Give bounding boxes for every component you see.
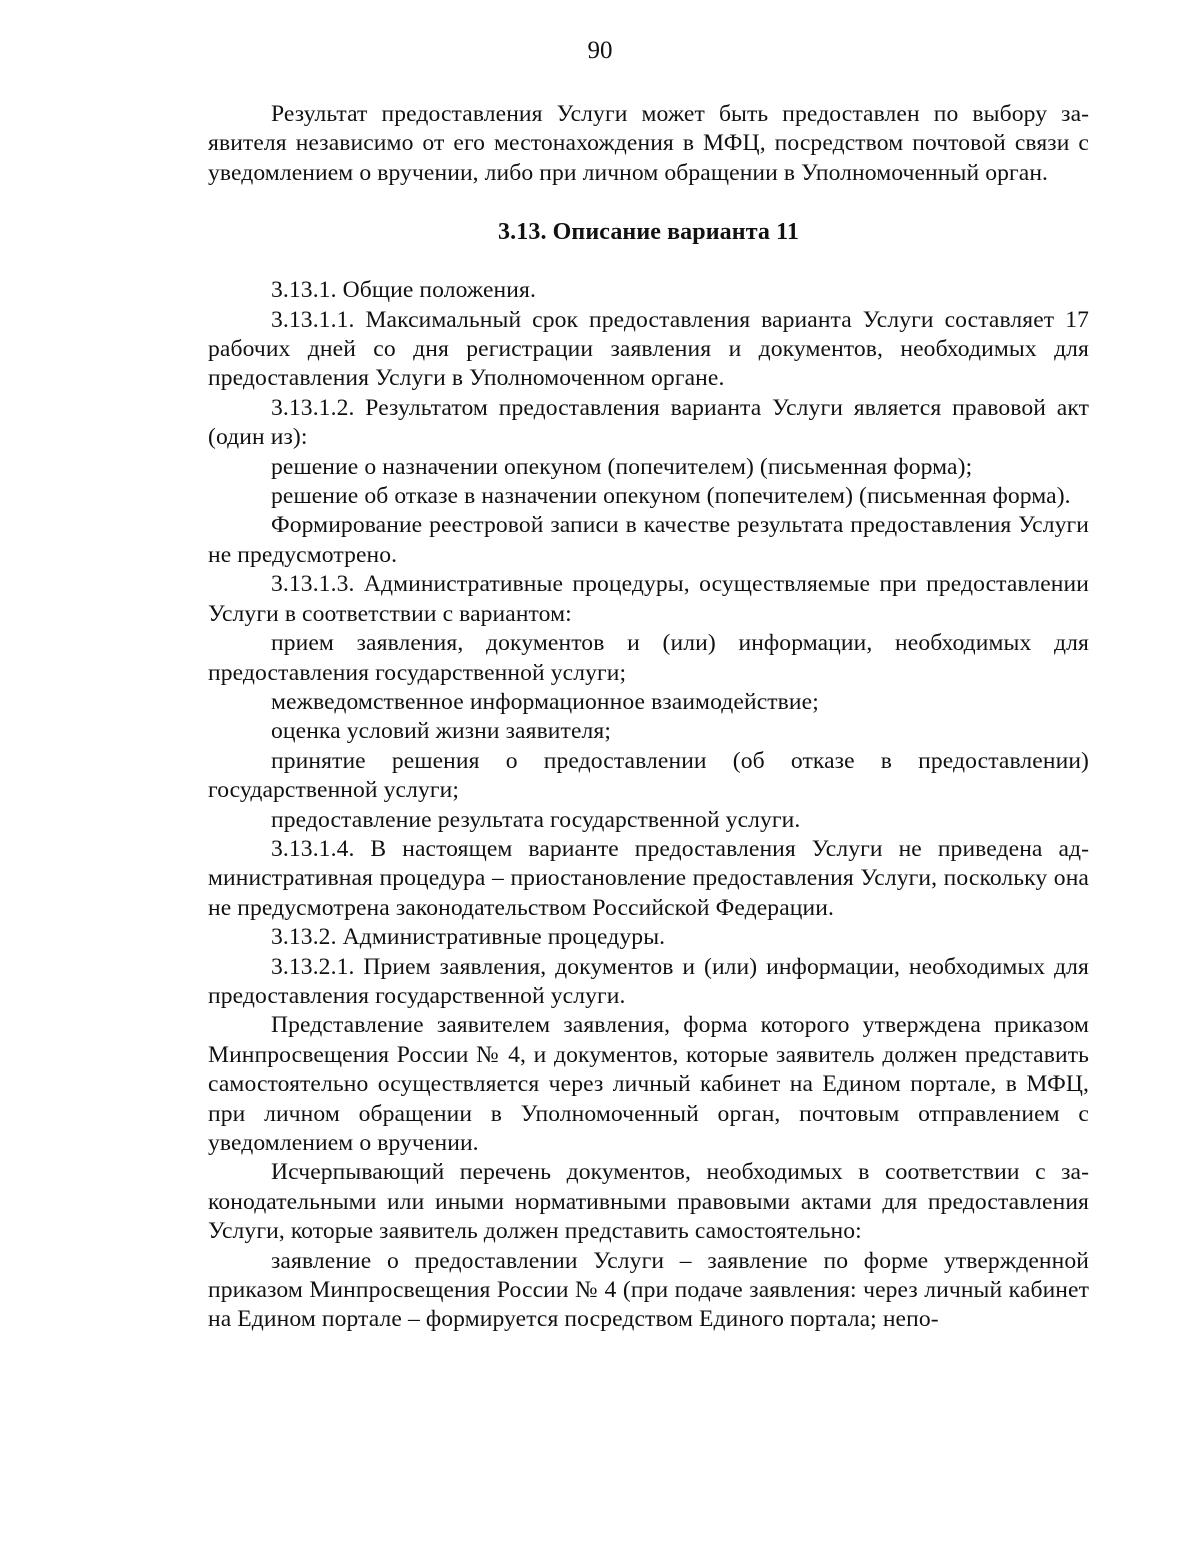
paragraph-reception: 3.13.2.1. Прием заявления, документов и (или) информации, необходимых для предоставления государственной услуги. <box>208 953 1089 1009</box>
paragraph-intro: Результат предоставления Услуги может быть предоставлен по выбору заявителя независимо от его местонахождения в МФЦ, посредством почтовой связи с уведомлением о вручении, либо при личном обращении в Уполномоченный орган. <box>208 101 1089 186</box>
list-item-reception: прием заявления, документов и (или) информации, необходимых для предоставления государственной услуги; <box>208 630 1089 686</box>
list-item-decision-making: принятие решения о предоставлении (об отказе в предоставлении) государственной услуги; <box>208 747 1089 804</box>
list-item-decision-appoint: решение о назначении опекуном (попечителем) (письменная форма); <box>271 453 973 480</box>
paragraph-max-term: 3.13.1.1. Максимальный срок предоставления варианта Услуги составляет 17 рабочих дней со дня регистрации заявления и документов, необходимых для предоставления Услуги в Уполномоченном органе. <box>208 306 1089 392</box>
paragraph-suspension: 3.13.1.4. В настоящем варианте предоставления Услуги не приведена административная процедура – приостановление предоставления Услуги, поскольку она не предусмотрена законодательством Российской Федерации. <box>208 835 1089 921</box>
paragraph-application: заявление о предоставлении Услуги – заявление по форме утвержденной приказом Минпросвещения России № 4 (при подаче заявления: через личный кабинет на Едином портале – формируется посредством Единого портала; непо- <box>208 1247 1089 1333</box>
list-item-living-conditions: оценка условий жизни заявителя; <box>271 718 612 745</box>
paragraph-general-provisions: 3.13.1. Общие положения. <box>271 277 536 304</box>
paragraph-documents-list: Исчерпывающий перечень документов, необходимых в соответствии с законодательными или иными нормативными правовыми актами для предоставления Услуги, которые заявитель должен представить самостоятельно: <box>208 1159 1089 1245</box>
list-item-decision-refuse: решение об отказе в назначении опекуном (попечителем) (письменная форма). <box>271 483 1071 510</box>
paragraph-admin-procedures-heading: 3.13.2. Административные процедуры. <box>271 924 666 951</box>
section-heading: 3.13. Описание варианта 11 <box>498 219 799 246</box>
spacer <box>208 247 1089 276</box>
list-item-result-delivery: предоставление результата государственной услуги. <box>271 806 801 833</box>
paragraph-registry-record: Формирование реестровой записи в качестве результата предоставления Услуги не предусмотрено. <box>208 512 1089 568</box>
page-number: 90 <box>587 37 613 64</box>
list-item-interagency: межведомственное информационное взаимодействие; <box>271 688 819 715</box>
paragraph-submission: Представление заявителем заявления, форма которого утверждена приказом Минпросвещения России № 4, и документов, которые заявитель должен представить самостоятельно осуществляется через личный кабинет на Едином портале, в МФЦ, при личном обращении в Уполномоченный орган, почтовым отправлением с уведомлением о вручении. <box>208 1012 1089 1156</box>
spacer <box>208 188 1089 217</box>
document-body <box>208 100 1089 1335</box>
paragraph-admin-procedures: 3.13.1.3. Административные процедуры, осуществляемые при предоставлении Услуги в соответствии с вариантом: <box>208 571 1089 627</box>
paragraph-result: 3.13.1.2. Результатом предоставления варианта Услуги является правовой акт (один из): <box>208 394 1089 451</box>
